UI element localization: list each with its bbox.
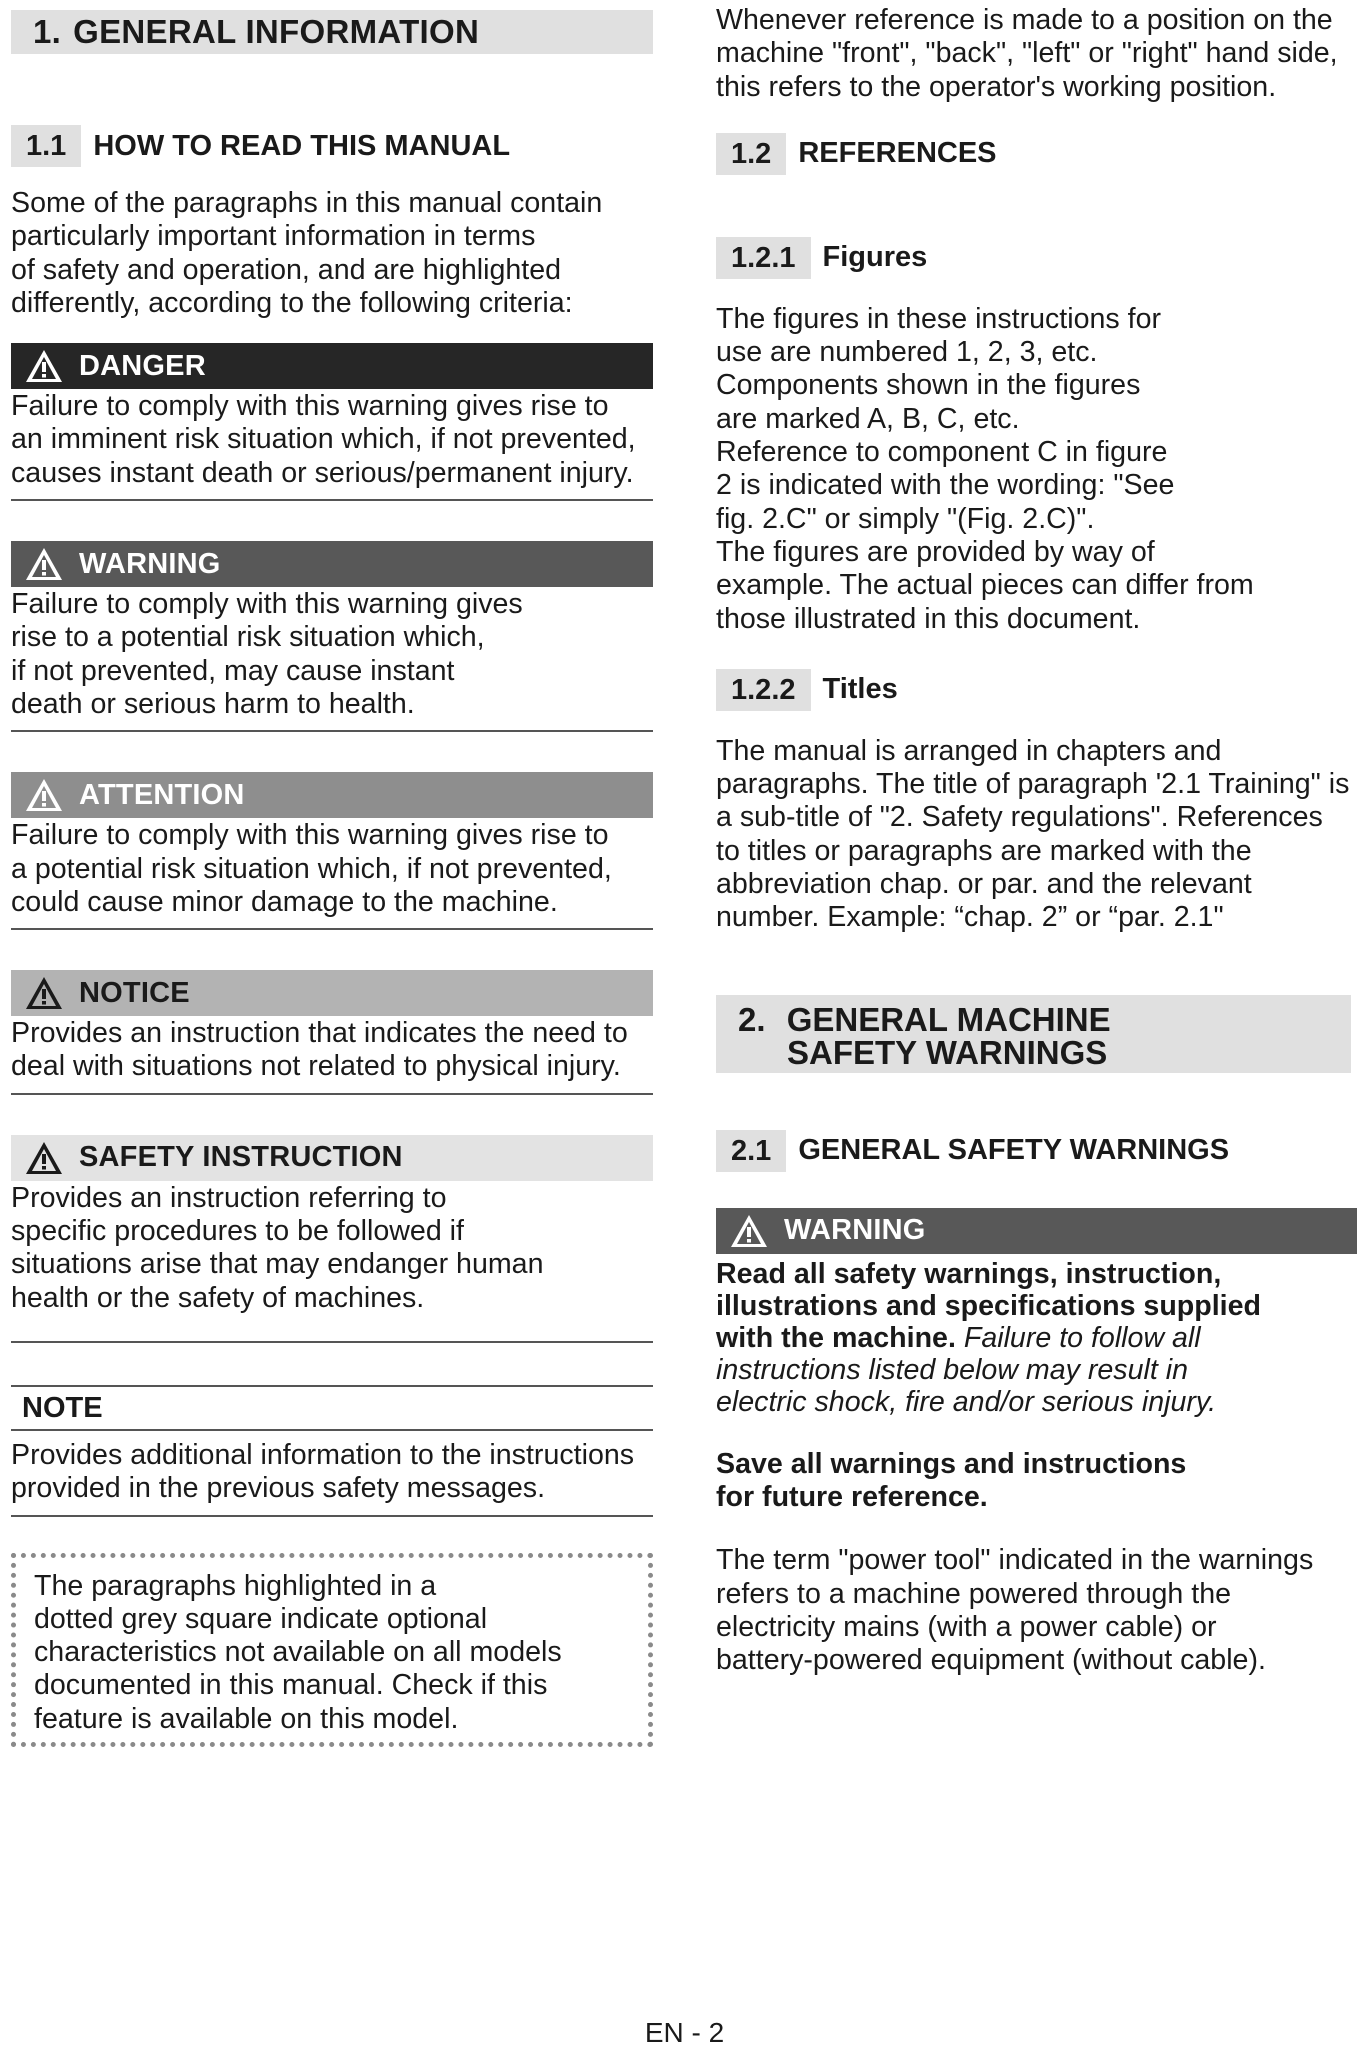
danger-header [11,343,653,389]
warning-header [716,1208,1357,1254]
warning-text [11,587,653,732]
text-line: The figures in these instructions for [716,302,1162,335]
chapter-number: 2. [738,1000,766,1038]
attention-header [11,772,653,818]
text-line: dotted grey square indicate optional [34,1602,488,1635]
chapter-title-line-1: GENERAL MACHINE [786,1000,1111,1038]
warning-triangle-icon [21,347,67,385]
danger-label: DANGER [79,349,206,382]
left-column [11,0,653,1747]
position-paragraph [716,4,1366,104]
chapter-number: 1. [33,13,62,50]
text-line: differently, according to the following criteria: [11,286,573,319]
text-line: machine "front", "back", "left" or "right" hand side, [716,37,1338,70]
text-line: 2 is indicated with the wording: "See [716,469,1175,502]
figures-paragraph [716,303,1366,636]
notice-label: NOTICE [79,976,190,1009]
text-line: a sub-title of "2. Safety regulations". References [716,801,1323,834]
text-line: Provides additional information to the instructions [11,1438,635,1471]
text-line: Reference to component C in figure [716,436,1168,469]
attention-block [11,772,653,930]
text-line: of safety and operation, and are highlighted [11,253,562,286]
section-1-2-heading [716,133,1366,175]
intro-paragraph [11,187,653,320]
chapter-title-line-2: SAFETY WARNINGS [787,1033,1108,1071]
text-line: characteristics not available on all models [34,1636,562,1669]
warning-header [11,541,653,587]
text-line: particularly important information in terms [11,220,536,253]
text-line: if not prevented, may cause instant [11,654,455,687]
chapter-2-heading [716,995,1351,1073]
text-line: instructions listed below may result in [716,1353,1188,1386]
text-line: rise to a potential risk situation which, [11,621,485,654]
text-line [716,1322,1357,1354]
text-line: provided in the previous safety messages. [11,1472,546,1505]
text-line: feature is available on this model. [34,1702,459,1735]
text-line: could cause minor damage to the machine. [11,885,558,918]
safety-instruction-label: SAFETY INSTRUCTION [79,1141,403,1174]
text-line: Some of the paragraphs in this manual contain [11,187,603,219]
text-line: are marked A, B, C, etc. [716,402,1020,435]
warning-triangle-icon [21,545,67,583]
text-line: this refers to the operator's working position. [716,70,1277,103]
section-2-1-heading [716,1130,1366,1172]
text-line: Failure to comply with this warning gives rise to [11,390,609,423]
notice-header [11,970,653,1016]
warning-triangle-icon [726,1212,772,1250]
text-line: death or serious harm to health. [11,687,415,720]
section-number: 1.1 [11,125,81,167]
text-line: illustrations and specifications supplied [716,1289,1261,1322]
text-line: The paragraphs highlighted in a [34,1569,437,1602]
warning-triangle-icon [21,974,67,1012]
text-line: an imminent risk situation which, if not prevented, [11,423,636,456]
safety-instruction-text [11,1181,653,1343]
power-tool-paragraph [716,1544,1366,1677]
section-title: HOW TO READ THIS MANUAL [93,129,511,162]
text-line: Failure to comply with this warning gives [11,588,523,621]
text-line: The manual is arranged in chapters and [716,734,1222,767]
text-line: battery-powered equipment (without cable). [716,1644,1266,1677]
notice-block [11,970,653,1095]
note-block [11,1385,653,1517]
section-1-2-2-heading [716,669,1366,711]
chapter-title: GENERAL INFORMATION [73,13,480,50]
text-line: deal with situations not related to physical injury. [11,1050,621,1083]
section-title: REFERENCES [798,137,997,170]
italic-tail: Failure to follow all [955,1321,1201,1354]
notice-text [11,1016,653,1095]
text-line: electricity mains (with a power cable) or [716,1610,1217,1643]
chapter-1-heading [11,10,653,54]
text-line: Whenever reference is made to a position on the [716,4,1333,36]
text-line: for future reference. [716,1480,988,1513]
text-line: fig. 2.C" or simply "(Fig. 2.C)". [716,502,1095,535]
attention-text [11,818,653,930]
danger-text [11,389,653,501]
section-number: 1.2 [716,133,786,175]
safety-instruction-header [11,1135,653,1181]
page-number: EN - 2 [644,2017,725,2048]
text-line: situations arise that may endanger human [11,1248,544,1281]
text-line: Components shown in the figures [716,369,1141,402]
right-column [716,0,1366,1677]
text-line: a potential risk situation which, if not prevented, [11,852,612,885]
text-line: paragraphs. The title of paragraph '2.1 Training" is [716,768,1350,801]
optional-features-box [11,1553,653,1747]
text-line: example. The actual pieces can differ from [716,569,1254,602]
text-line: causes instant death or serious/permanent injury. [11,456,634,489]
warning-label: WARNING [784,1214,926,1247]
section-1-2-1-heading [716,237,1366,279]
text-line: electric shock, fire and/or serious injury. [716,1385,1217,1418]
text-line: those illustrated in this document. [716,602,1141,635]
warning-triangle-icon [21,1139,67,1177]
section-title: GENERAL SAFETY WARNINGS [798,1134,1230,1167]
text-line: use are numbered 1, 2, 3, etc. [716,336,1098,369]
warning-block [11,541,653,732]
warning-triangle-icon [21,776,67,814]
section-1-1-heading [11,125,653,167]
text-line: documented in this manual. Check if this [34,1669,548,1702]
text-line: The term "power tool" indicated in the warnings [716,1544,1314,1577]
text-line: Save all warnings and instructions [716,1447,1187,1480]
note-header: NOTE [11,1385,653,1431]
text-line: number. Example: “chap. 2” or “par. 2.1" [716,901,1224,934]
warning-text [716,1254,1357,1418]
safety-instruction-block [11,1135,653,1343]
text-line: health or the safety of machines. [11,1281,425,1314]
text-line: abbreviation chap. or par. and the relevant [716,868,1252,901]
section-title: Titles [822,673,898,706]
section-number: 1.2.2 [716,669,811,711]
titles-paragraph [716,735,1366,935]
text-line: Provides an instruction referring to [11,1181,447,1214]
text-line: refers to a machine powered through the [716,1577,1231,1610]
section-number: 2.1 [716,1130,786,1172]
general-warning-block [716,1208,1357,1418]
text-line: to titles or paragraphs are marked with the [716,834,1252,867]
section-title: Figures [822,241,928,274]
warning-label: WARNING [79,547,221,580]
bold-lead: with the machine. [716,1321,956,1354]
save-instructions [716,1448,1366,1515]
section-number: 1.2.1 [716,237,811,279]
text-line: Provides an instruction that indicates the need to [11,1017,628,1050]
text-line: The figures are provided by way of [716,535,1155,568]
text-line: specific procedures to be followed if [11,1215,464,1248]
note-text [11,1431,653,1517]
text-line: Read all safety warnings, instruction, [716,1257,1222,1290]
attention-label: ATTENTION [79,778,245,811]
danger-block [11,343,653,501]
text-line: Failure to comply with this warning gives rise to [11,819,609,852]
